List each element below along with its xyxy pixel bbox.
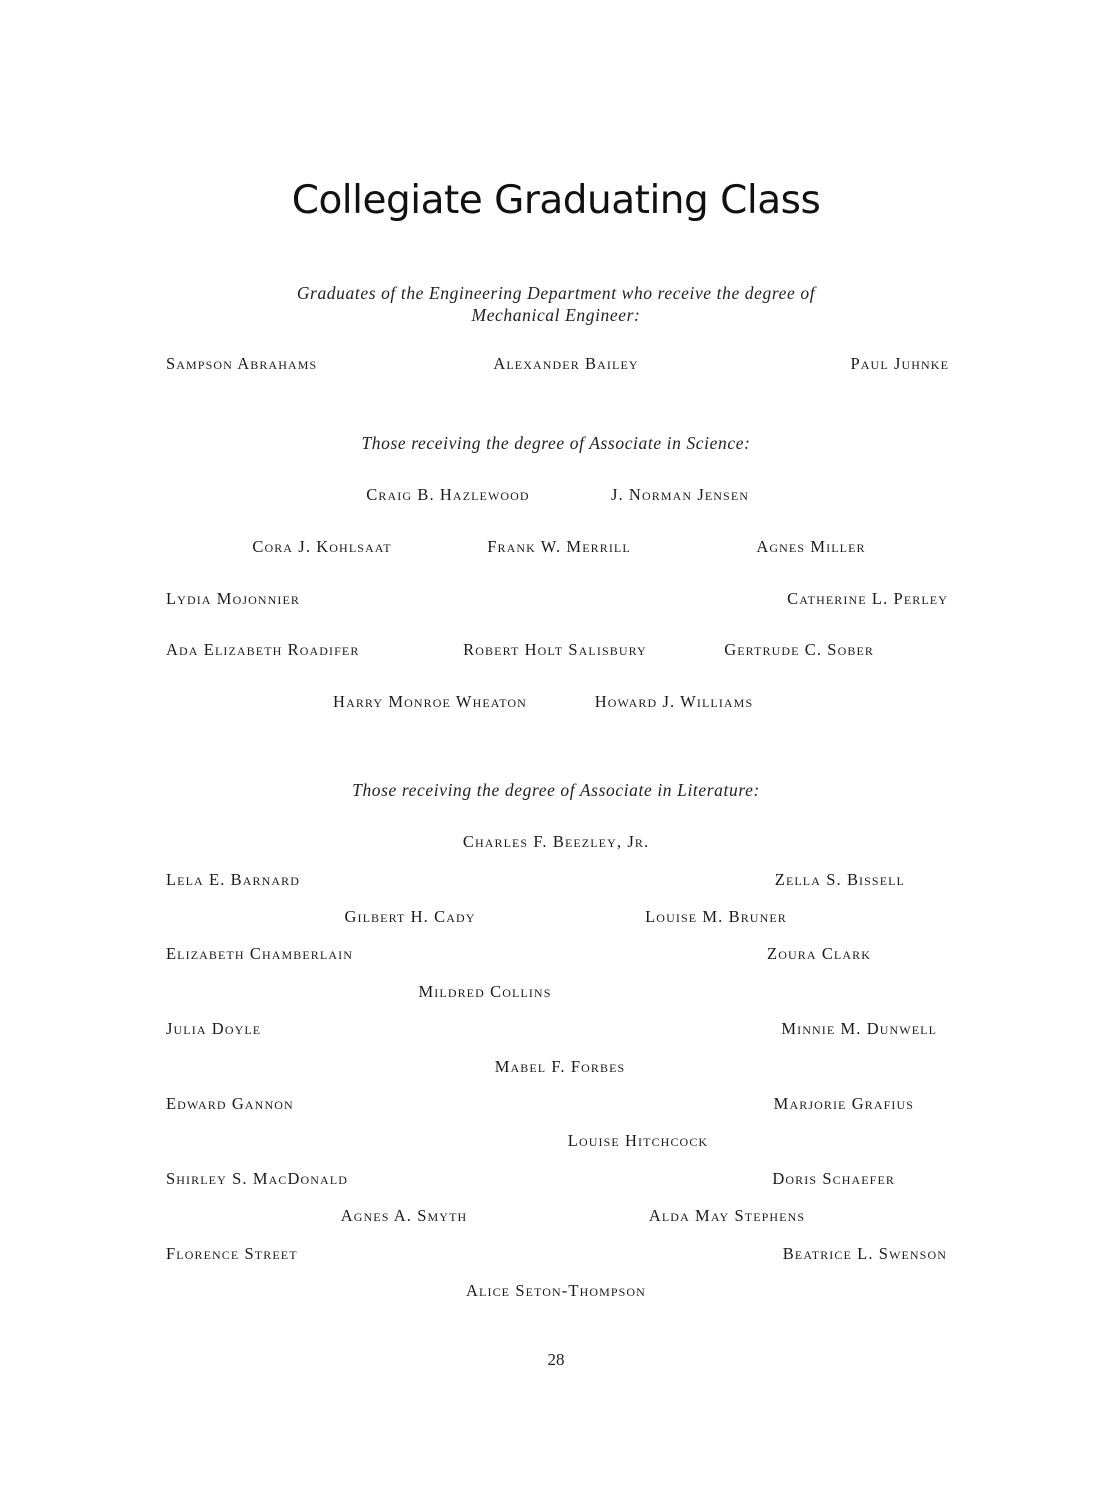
- graduate-name: Frank W. Merrill: [487, 537, 631, 556]
- graduate-name: Alda May Stephens: [648, 1206, 806, 1225]
- graduate-name: Lydia Mojonnier: [166, 589, 301, 608]
- graduate-name: Florence Street: [166, 1244, 298, 1263]
- graduate-name: Edward Gannon: [166, 1094, 294, 1113]
- graduate-name: Alexander Bailey: [493, 354, 639, 373]
- science-intro: Those receiving the degree of Associate in Science:: [361, 433, 751, 453]
- graduate-name: Agnes A. Smyth: [340, 1206, 468, 1225]
- graduate-name: Zoura Clark: [767, 944, 871, 963]
- graduate-name: Minnie M. Dunwell: [781, 1019, 937, 1038]
- graduate-name: Alice Seton-Thompson: [466, 1281, 646, 1300]
- graduate-name: Howard J. Williams: [594, 692, 754, 711]
- graduate-name: Gilbert H. Cady: [344, 907, 476, 926]
- graduate-name: Shirley S. MacDonald: [166, 1169, 348, 1188]
- graduate-name: Harry Monroe Wheaton: [333, 692, 527, 711]
- page-number: 28: [547, 1350, 565, 1369]
- graduate-name: Marjorie Grafius: [773, 1094, 914, 1113]
- graduate-name: Cora J. Kohlsaat: [252, 537, 392, 556]
- graduate-name: Lela E. Barnard: [166, 870, 301, 889]
- engineering-intro-line2: Mechanical Engineer:: [471, 305, 641, 325]
- graduate-name: Mildred Collins: [418, 982, 552, 1001]
- graduate-name: Julia Doyle: [166, 1019, 262, 1038]
- engineering-intro-line1: Graduates of the Engineering Department who receive the degree of: [296, 283, 816, 303]
- graduate-name: Catherine L. Perley: [787, 589, 948, 608]
- graduate-name: Mabel F. Forbes: [494, 1057, 626, 1076]
- page-title: Collegiate Graduating Class: [291, 178, 821, 223]
- graduate-name: Charles F. Beezley, Jr.: [462, 832, 650, 851]
- graduate-name: Louise M. Bruner: [645, 907, 787, 926]
- graduate-name: Sampson Abrahams: [166, 354, 318, 373]
- graduate-name: Paul Juhnke: [850, 354, 949, 373]
- graduate-name: Craig B. Hazlewood: [366, 485, 530, 504]
- graduate-name: Ada Elizabeth Roadifer: [166, 640, 360, 659]
- graduate-name: Zella S. Bissell: [774, 870, 905, 889]
- graduate-name: Robert Holt Salisbury: [463, 640, 647, 659]
- graduate-name: Beatrice L. Swenson: [782, 1244, 947, 1263]
- literature-intro: Those receiving the degree of Associate in Literature:: [352, 780, 760, 800]
- graduate-name: Doris Schaefer: [772, 1169, 895, 1188]
- graduate-name: Elizabeth Chamberlain: [166, 944, 353, 963]
- graduate-name: Louise Hitchcock: [567, 1131, 709, 1150]
- graduate-name: Agnes Miller: [756, 537, 866, 556]
- graduate-name: J. Norman Jensen: [610, 485, 750, 504]
- graduate-name: Gertrude C. Sober: [724, 640, 874, 659]
